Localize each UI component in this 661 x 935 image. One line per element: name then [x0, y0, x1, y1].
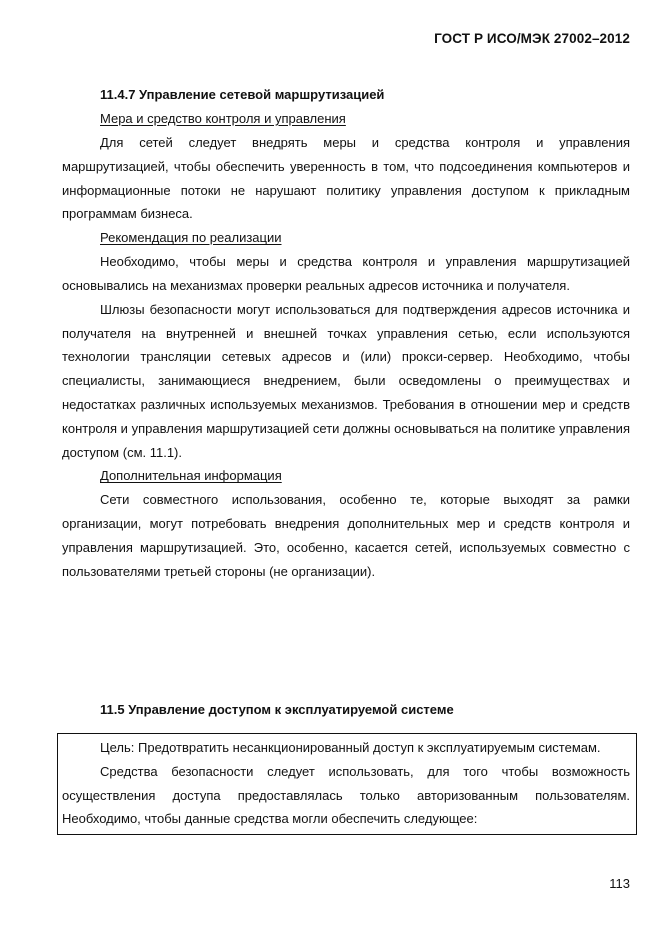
spacer [62, 584, 630, 686]
guidance-subheading [62, 226, 630, 250]
objective-box-content [62, 736, 630, 831]
objective-box-paragraph: Средства безопасности следует использовать, для того чтобы возможность осуществления доступа предоставлялась только авторизованным пользователям. Необходимо, чтобы данные средства могли обеспечить следующее: [62, 763, 630, 827]
control-subheading [62, 107, 630, 131]
main-content [62, 83, 630, 722]
control-paragraph: Для сетей следует внедрять меры и средства контроля и управления маршрутизацией, чтобы обеспечить уверенность в том, что подсоединения компьютеров и информационные потоки не нарушают политику управления доступом к прикладным программам бизнеса. [62, 135, 630, 222]
section-title-11-4-7: 11.4.7 Управление сетевой маршрутизацией [100, 87, 385, 102]
other-info-paragraph: Сети совместного использования, особенно те, которые выходят за рамки организации, могут потребовать внедрения дополнительных мер и средств контроля и управления маршрутизацией. Это, особенно, касается сетей, используемых совместно с пользователями третьей стороны (не организации). [62, 492, 630, 579]
guidance-paragraph-2: Шлюзы безопасности могут использоваться для подтверждения адресов источника и получателя на внутренней и внешней точках управления сетью, если используются технологии трансляции сетевых адресов и (или) прокси-сервер. Необходимо, чтобы специалисты, занимающиеся внедрением, были осведомлены о преимуществах и недостатках различных используемых механизмов. Требования в отношении мер и средств контроля и управления маршрутизацией сети должны основываться на политике управления доступом (см. 11.1). [62, 301, 630, 460]
control-subheading-text: Мера и средство контроля и управления [100, 111, 346, 126]
standard-header: ГОСТ Р ИСО/МЭК 27002–2012 [434, 31, 630, 46]
guidance-subheading-text: Рекомендация по реализации [100, 230, 282, 246]
other-info-subheading [62, 464, 630, 488]
objective-text: Цель: Предотвратить несанкционированный доступ к эксплуатируемым системам. [100, 740, 601, 755]
guidance-paragraph-1: Необходимо, чтобы меры и средства контроля и управления маршрутизацией основывались на механизмах проверки реальных адресов источника и получателя. [62, 254, 630, 293]
section-title-11-5: 11.5 Управление доступом к эксплуатируемой системе [100, 701, 454, 717]
page-number: 113 [609, 876, 630, 891]
objective-box [57, 733, 637, 835]
other-info-subheading-text: Дополнительная информация [100, 468, 282, 484]
